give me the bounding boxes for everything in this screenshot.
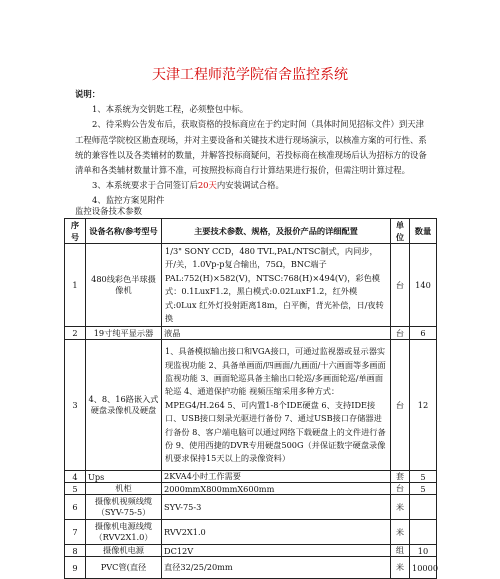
intro-item-3-days: 20天	[197, 180, 217, 191]
table-row	[65, 327, 437, 340]
row-no: 2	[65, 327, 86, 340]
intro-item-4: 4、监控方案见附件	[92, 195, 165, 206]
header-name: 设备名称/参考型号	[86, 219, 162, 244]
row-name: PVC管(直径	[86, 557, 162, 579]
header-spec: 主要技术参数、规格，及报价产品的详细配置	[162, 219, 391, 244]
row-spec: SYV-75-3	[162, 495, 391, 520]
row-spec: 1/3" SONY CCD，480 TVL,PAL/NTSC制式，内同步，开/关，1.0Vp-p复合输出，75Ω，BNC端子 PAL:752(H)×582(V)，NTSC:768(H)×494(V)，彩色模式：0.1LuxF1.2，黑白模式:0.02LuxF1.2，红外模式:0Lux 红外灯投射距离18m，白平衡，背光补偿，日/夜转换	[162, 244, 391, 327]
table-row	[65, 340, 437, 471]
row-unit: 台	[391, 327, 410, 340]
row-no: 3	[65, 340, 86, 471]
table-row	[65, 495, 437, 520]
row-unit: 台	[391, 340, 410, 471]
row-qty: 5	[410, 471, 437, 483]
row-name: 摄像机电源线缆（RVV2X1.0）	[86, 520, 162, 545]
intro-item-3	[75, 178, 427, 193]
row-qty: 6	[410, 327, 437, 340]
table-row	[65, 471, 437, 483]
intro-label: 说明：	[75, 89, 101, 99]
row-name: 摄像机电源	[86, 545, 162, 557]
row-no: 8	[65, 545, 86, 557]
row-no: 4	[65, 471, 86, 483]
row-unit: 套	[391, 471, 410, 483]
row-name: Ups	[86, 471, 162, 483]
table-header-row	[65, 219, 437, 244]
row-spec: 液晶	[162, 327, 391, 340]
row-spec: RVV2X1.0	[162, 520, 391, 545]
row-unit: 米	[391, 557, 410, 579]
intro-item-3-suffix: 内安装调试合格。	[216, 180, 284, 191]
row-spec: 2KVA4小时工作需要	[162, 471, 391, 483]
description-block	[75, 87, 427, 209]
row-spec: 2000mmX800mmX600mm	[162, 483, 391, 495]
row-spec: 1、具备模拟输出接口和VGA接口，可通过监视器或显示器实现监视功能 2、具备单画面/四画面/九画面/十六画面等多画面监视功能 3、画面轮巡具备主输出口轮巡/多画面轮巡/单画面轮巡 4、通道保护功能 视频压缩采用多种方式：MPEG4/H.264 5、可内置1-8个IDE硬盘 6、支持IDE接口、USB接口刻录光驱进行备份 7、通过USB接口存储器进行备份 8、客户端电脑可以通过网络下载硬盘上的文件进行备份 9、使用西捷的DVR专用硬盘500G（并保证数字硬盘录像机要求保持15天以上的录像资料）	[162, 340, 391, 471]
row-qty	[410, 520, 437, 545]
intro-item-1: 1、本系统为交钥匙工程，必须整包中标。	[92, 104, 249, 115]
row-qty: 140	[410, 244, 437, 327]
row-name: 480线彩色半球摄像机	[86, 244, 162, 327]
equipment-spec-table	[64, 218, 437, 579]
row-spec: DC12V	[162, 545, 391, 557]
table-row	[65, 520, 437, 545]
header-qty: 数量	[410, 219, 437, 244]
row-name: 机柜	[86, 483, 162, 495]
intro-item-2: 2、待采购公告发布后，获取资格的投标商应在于约定时间（具体时间见招标文件）到天津工程师范学院校区勘查现场，并对主要设备和关键技术进行现场演示，以核准方案的可行性、系统的兼容性以及各类辅材的数量，并解答投标商疑问，若投标商在核准现场后认为招标方的设备清单和各类辅材数量计算不准，可按照投标商自行计算结果进行报价，但需注明计算过程。	[75, 119, 427, 176]
row-qty: 12	[410, 340, 437, 471]
table-row	[65, 545, 437, 557]
row-no: 6	[65, 495, 86, 520]
row-no: 9	[65, 557, 86, 579]
row-unit: 台	[391, 483, 410, 495]
row-qty: 10	[410, 545, 437, 557]
row-name: 4、8、16路嵌入式硬盘录像机及硬盘	[86, 340, 162, 471]
table-caption: 监控设备技术参数	[75, 206, 142, 216]
row-qty	[410, 495, 437, 520]
row-unit: 组	[391, 545, 410, 557]
intro-item-3-text: 3、本系统要求于合同签订后	[92, 180, 198, 191]
header-unit: 单位	[391, 219, 410, 244]
row-spec: 直径32/25/20mm	[162, 557, 391, 579]
row-qty: 5	[410, 483, 437, 495]
row-unit: 台	[391, 244, 410, 327]
row-unit: 米	[391, 495, 410, 520]
row-name: 摄像机视频线缆（SYV-75-5）	[86, 495, 162, 520]
table-row	[65, 483, 437, 495]
table-row	[65, 244, 437, 327]
row-unit: 米	[391, 520, 410, 545]
row-name: 19寸纯平显示器	[86, 327, 162, 340]
page-title: 天津工程师范学院宿舍监控系统	[152, 67, 348, 83]
header-no: 序号	[65, 219, 86, 244]
row-no: 1	[65, 244, 86, 327]
row-no: 5	[65, 483, 86, 495]
row-qty: 10000	[410, 557, 437, 579]
table-row	[65, 557, 437, 579]
row-no: 7	[65, 520, 86, 545]
